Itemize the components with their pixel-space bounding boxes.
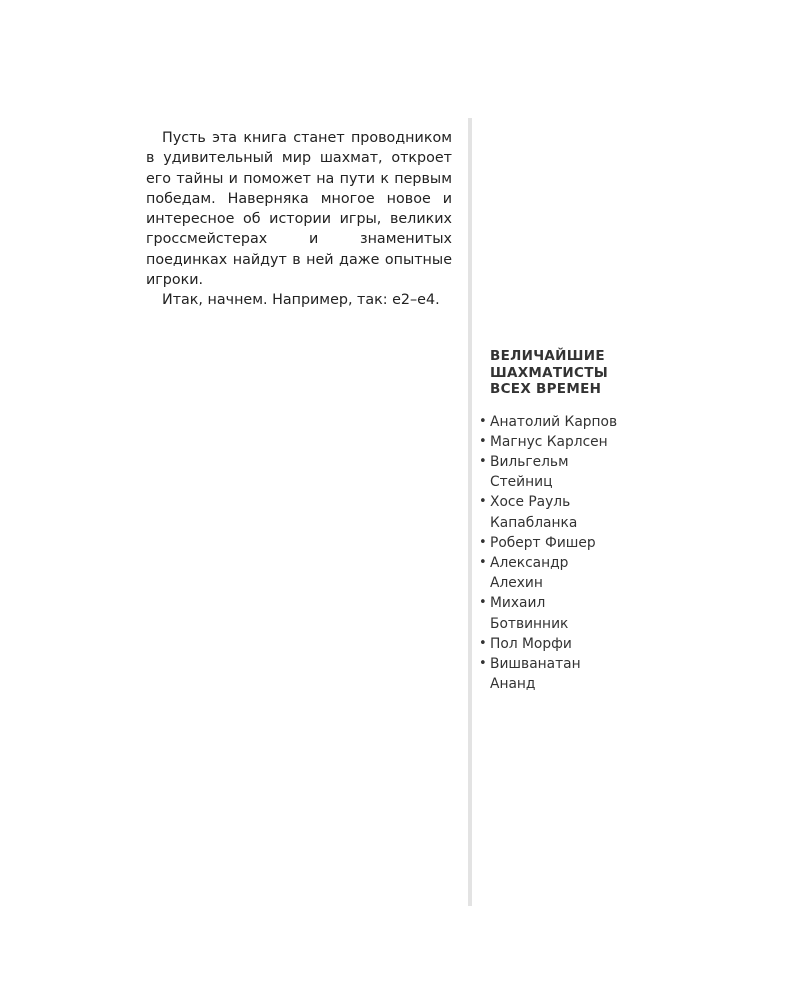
bullet-icon: • bbox=[479, 453, 487, 469]
bullet-icon: • bbox=[479, 534, 487, 550]
intro-paragraph: Пусть эта книга станет проводником в удивительный мир шахмат, откроет его тайны и поможет на пути к первым победам. Наверняка многое новое и интересное об истории игры, великих гроссмейстерах и знаменитых поединках найдут в ней даже опытные игроки. bbox=[146, 130, 452, 289]
list-item bbox=[478, 412, 648, 432]
sidebar-title: ВЕЛИЧАЙШИЕ ШАХМАТИСТЫ ВСЕХ ВРЕМЕН bbox=[490, 348, 609, 397]
bullet-icon: • bbox=[479, 554, 487, 570]
list-item bbox=[478, 634, 648, 654]
body-text bbox=[146, 128, 452, 311]
bullet-icon: • bbox=[479, 494, 487, 510]
bullet-icon: • bbox=[479, 635, 487, 651]
player-name: Александр Алехин bbox=[490, 554, 569, 592]
player-name: Вильгельм Стейниц bbox=[490, 453, 569, 491]
list-item bbox=[478, 492, 648, 532]
sidebar-box bbox=[478, 348, 648, 694]
list-item bbox=[478, 533, 648, 553]
list-item bbox=[478, 593, 648, 633]
player-name: Хосе Рауль Капабланка bbox=[490, 494, 578, 531]
bullet-icon: • bbox=[479, 655, 487, 671]
player-name: Пол Морфи bbox=[490, 635, 572, 652]
bullet-icon: • bbox=[479, 433, 487, 449]
player-name: Михаил Ботвинник bbox=[490, 595, 569, 632]
player-name: Роберт Фишер bbox=[490, 534, 596, 551]
bullet-icon: • bbox=[479, 413, 487, 429]
player-name: Магнус Карлсен bbox=[490, 433, 608, 450]
closing-paragraph: Итак, начнем. Например, так: е2–е4. bbox=[162, 292, 440, 309]
list-item bbox=[478, 654, 648, 694]
list-item bbox=[478, 432, 648, 452]
sidebar-divider bbox=[468, 118, 472, 906]
chess-players-list bbox=[478, 412, 648, 695]
player-name: Анатолий Карпов bbox=[490, 413, 618, 430]
player-name: Вишванатан Ананд bbox=[490, 655, 581, 693]
bullet-icon: • bbox=[479, 595, 487, 611]
list-item bbox=[478, 553, 648, 593]
list-item bbox=[478, 452, 648, 492]
